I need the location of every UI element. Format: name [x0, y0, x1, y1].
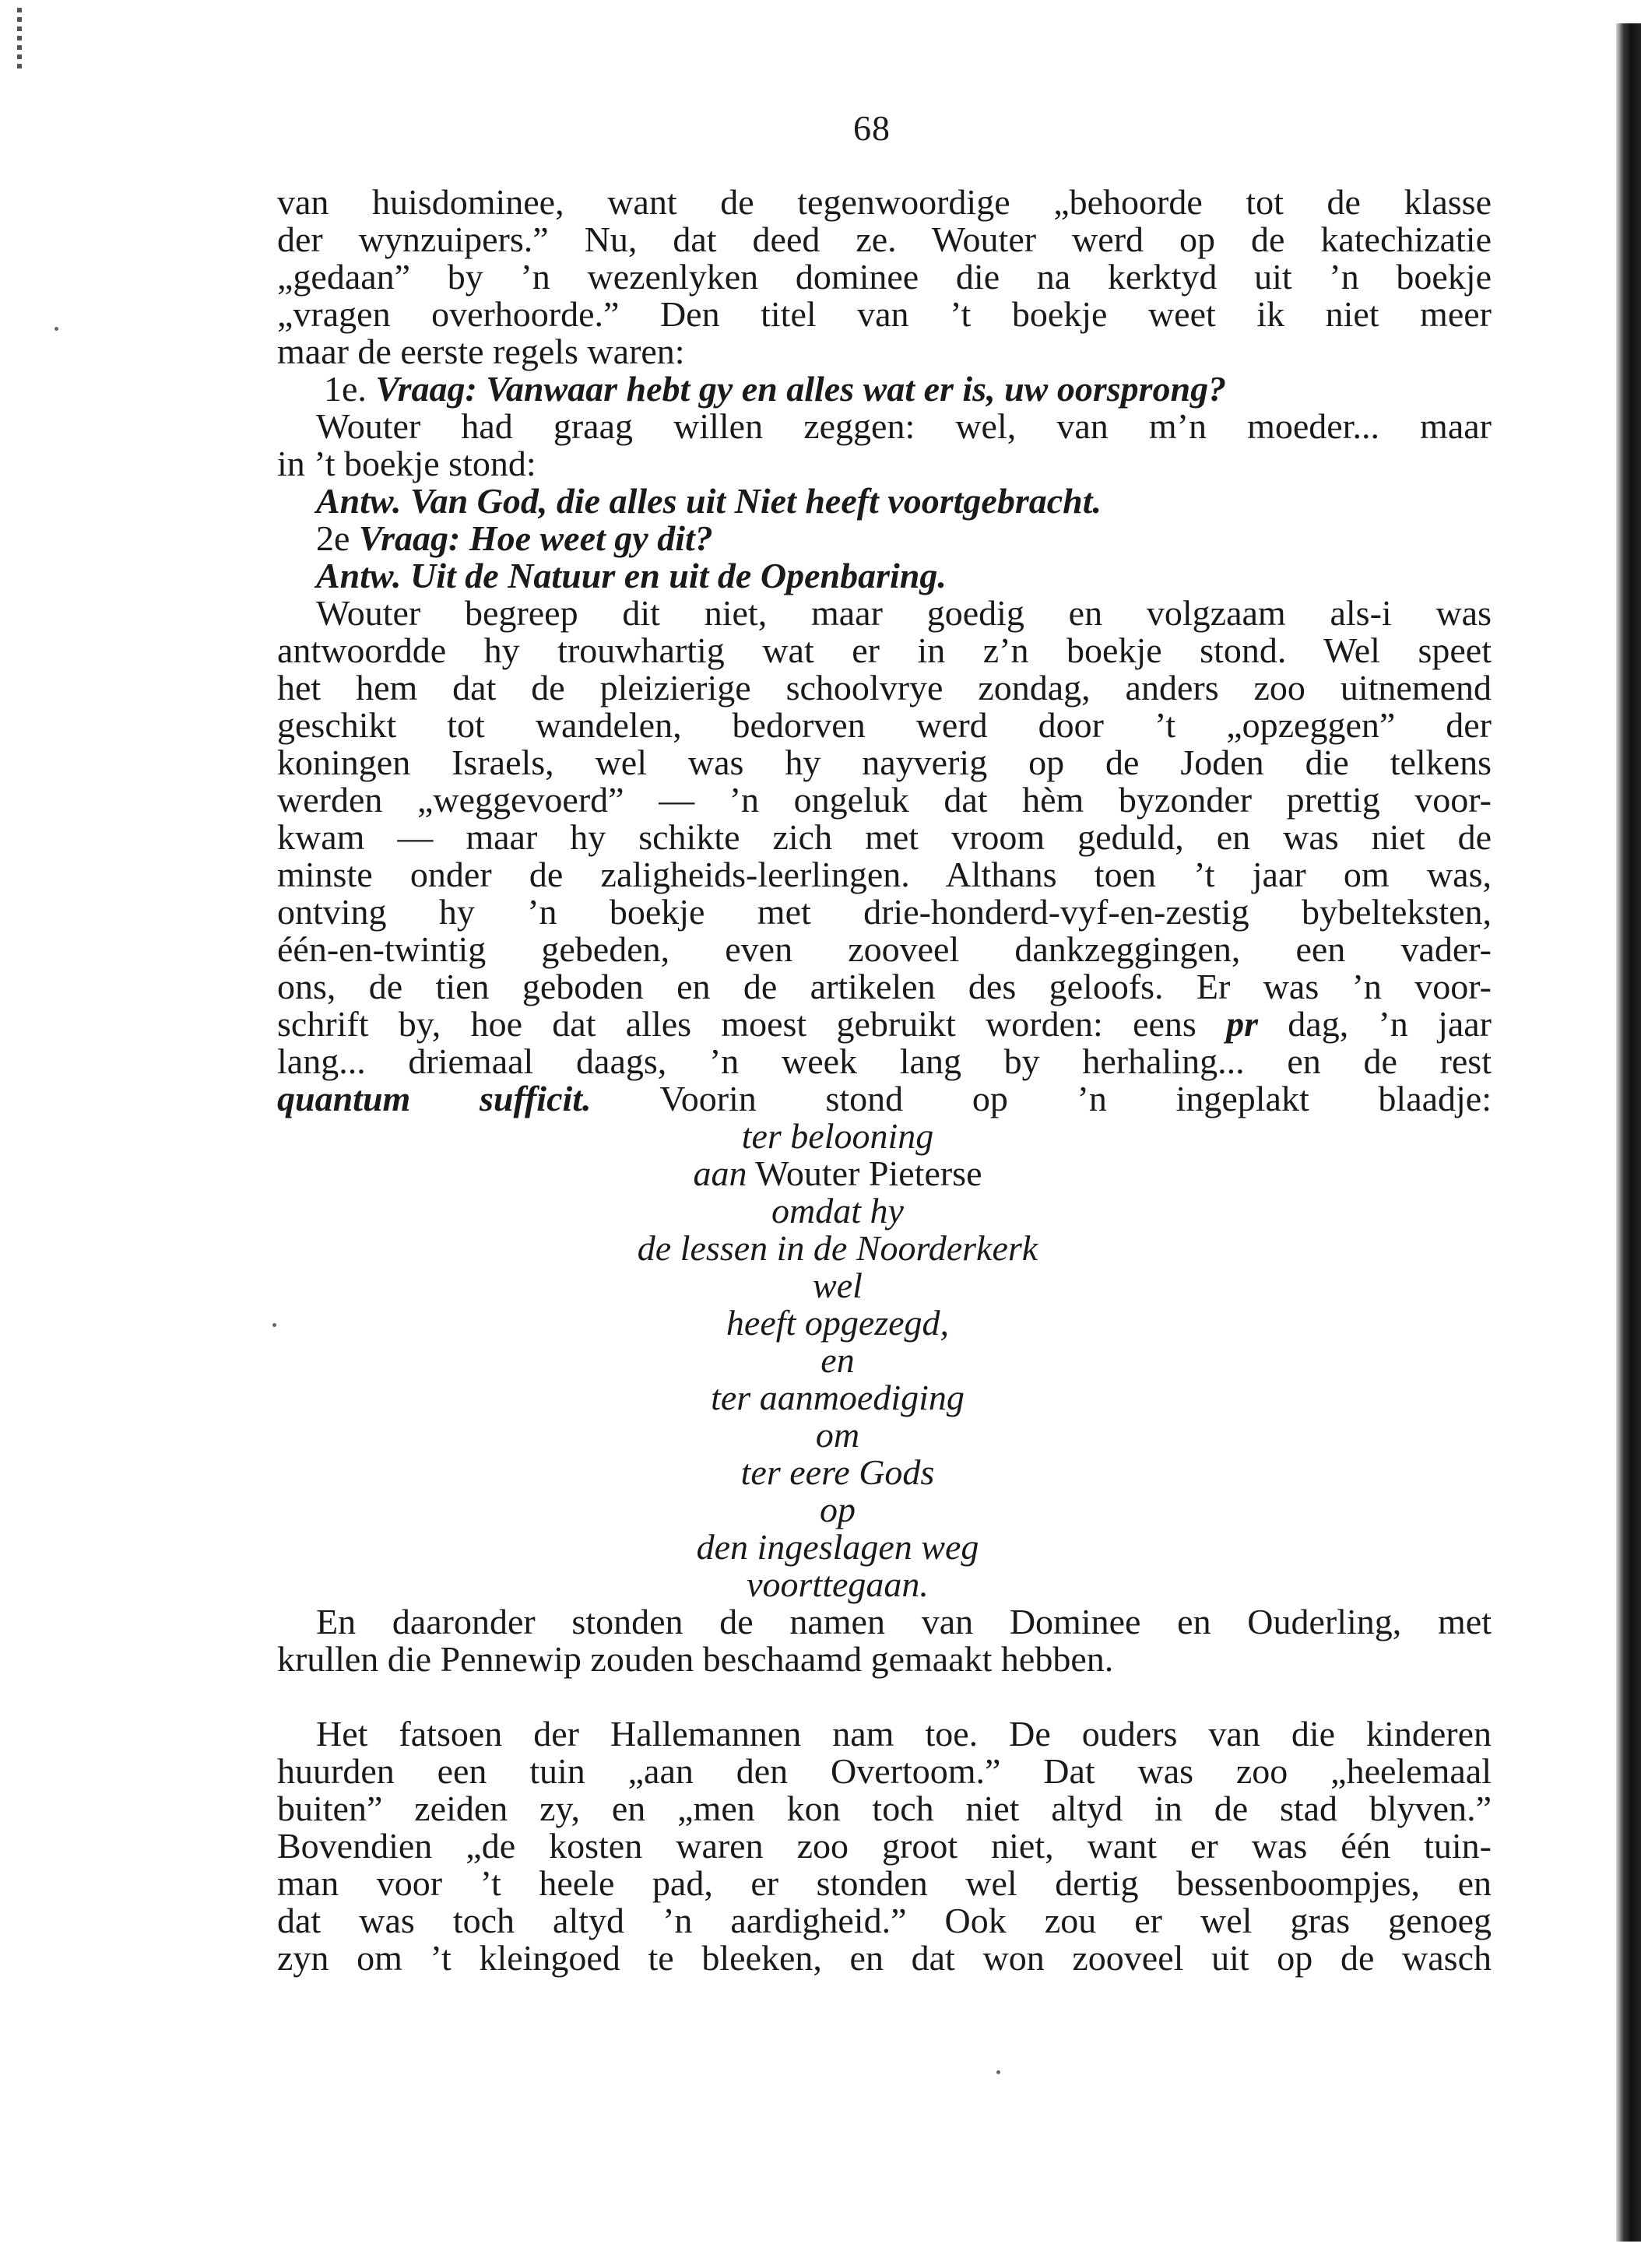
paragraph-4 [277, 1715, 1492, 1977]
text-line: dat was toch altyd ’n aardigheid.” Ook zou er wel gras genoeg [277, 1901, 1492, 1940]
text-line: huurden een tuin „aan den Overtoom.” Dat was zoo „heelemaal [277, 1751, 1492, 1791]
inscription-line: ter belooning [741, 1116, 934, 1156]
question-1-number: 1e. [324, 369, 367, 409]
text-line: minste onder de zaligheids-leerlingen. Althans toen ’t jaar om was, [277, 855, 1492, 894]
paragraph-2 [277, 595, 1492, 1118]
page-body [277, 184, 1492, 1977]
section-gap [277, 1678, 1492, 1715]
text-line: Het fatsoen der Hallemannen nam toe. De ouders van die kinderen [316, 1714, 1492, 1754]
scan-edge-mark [17, 8, 22, 70]
inscription-line: den ingeslagen weg [696, 1527, 979, 1567]
text-segment: dag, ’n jaar [1288, 1004, 1492, 1044]
text-segment: Voorin stond op ’n ingeplakt blaadje: [659, 1079, 1492, 1118]
inscription-line: voorttegaan. [747, 1564, 929, 1604]
inscription-line: heeft opgezegd, [726, 1303, 950, 1343]
text-line: der wynzuipers.” Nu, dat deed ze. Wouter werd op de katechizatie [277, 219, 1492, 259]
text-line: man voor ’t heele pad, er stonden wel dertig bessenboompjes, en [277, 1863, 1492, 1903]
inscription-line: omdat hy [771, 1191, 904, 1231]
inscription-line: de lessen in de Noorderkerk [637, 1228, 1038, 1268]
question-1-text: Vraag: Vanwaar hebt gy en alles wat er is, uw oorsprong? [375, 369, 1227, 409]
text-line [277, 1080, 1492, 1118]
question-2-text: Vraag: Hoe weet gy dit? [358, 518, 713, 558]
scan-speck [996, 2070, 1000, 2074]
question-2-number: 2e [316, 518, 350, 558]
inscription [277, 1118, 1492, 1603]
text-line: ontving hy ’n boekje met drie-honderd-vyf-en-zestig bybelteksten, [277, 892, 1492, 932]
inscription-line: wel [813, 1266, 863, 1305]
text-line: koningen Israels, wel was hy nayverig op de Joden die telkens [277, 743, 1492, 782]
text-line: het hem dat de pleizierige schoolvrye zondag, anders zoo uitnemend [277, 668, 1492, 707]
catechism-block [277, 370, 1492, 595]
scan-speck [54, 327, 58, 331]
text-line: Wouter begreep dit niet, maar goedig en volgzaam als-i was [316, 593, 1492, 633]
paragraph-3 [277, 1603, 1492, 1678]
inscription-name: Wouter Pieterse [755, 1153, 982, 1193]
text-line [277, 1006, 1492, 1043]
text-line: geschikt tot wandelen, bedorven werd door ’t „opzeggen” der [277, 705, 1492, 745]
inline-pr: pr [1226, 1004, 1258, 1044]
question-1 [277, 370, 1492, 408]
scan-speck [272, 1323, 276, 1327]
page-number: 68 [853, 108, 891, 148]
text-line: in ’t boekje stond: [277, 444, 536, 483]
answer-2: Antw. Uit de Natuur en uit de Openbaring. [316, 556, 947, 595]
inscription-line: op [820, 1490, 856, 1529]
text-line: buiten” zeiden zy, en „men kon toch niet altyd in de stad blyven.” [277, 1789, 1492, 1828]
text-line: antwoordde hy trouwhartig wat er in z’n boekje stond. Wel speet [277, 630, 1492, 670]
text-line: lang... driemaal daags, ’n week lang by herhaling... en de rest [277, 1041, 1492, 1081]
text-line: maar de eerste regels waren: [277, 332, 685, 371]
text-line: ons, de tien geboden en de artikelen des geloofs. Er was ’n voor- [277, 967, 1492, 1006]
question-2 [277, 520, 1492, 557]
text-line: zyn om ’t kleingoed te bleeken, en dat won zooveel uit op de wasch [277, 1938, 1492, 1978]
inline-quantum: quantum sufficit. [277, 1079, 592, 1118]
inscription-word: aan [693, 1153, 747, 1193]
inscription-line: om [815, 1415, 860, 1455]
inscription-line: ter eere Gods [740, 1452, 935, 1492]
text-line: van huisdominee, want de tegenwoordige „behoorde tot de klasse [277, 182, 1492, 222]
text-segment: schrift by, hoe dat alles moest gebruikt worden: eens [277, 1004, 1196, 1044]
text-line: werden „weggevoerd” — ’n ongeluk dat hèm byzonder prettig voor- [277, 780, 1492, 820]
text-line: „vragen overhoorde.” Den titel van ’t boekje weet ik niet meer [277, 294, 1492, 334]
text-line: „gedaan” by ’n wezenlyken dominee die na kerktyd uit ’n boekje [277, 257, 1492, 297]
inscription-line [277, 1155, 1492, 1192]
answer-1: Antw. Van God, die alles uit Niet heeft voortgebracht. [316, 481, 1102, 521]
text-line: Wouter had graag willen zeggen: wel, van m’n moeder... maar [316, 406, 1492, 446]
paragraph-1 [277, 184, 1492, 370]
text-line: Bovendien „de kosten waren zoo groot niet, want er was één tuin- [277, 1826, 1492, 1866]
text-line: kwam — maar hy schikte zich met vroom geduld, en was niet de [277, 817, 1492, 857]
text-line: één-en-twintig gebeden, even zooveel dankzeggingen, een vader- [277, 929, 1492, 969]
text-line: krullen die Pennewip zouden beschaamd gemaakt hebben. [277, 1639, 1114, 1679]
text-line: En daaronder stonden de namen van Dominee en Ouderling, met [316, 1602, 1492, 1641]
inscription-line: ter aanmoediging [711, 1378, 965, 1417]
inscription-line: en [820, 1340, 855, 1380]
page-edge-shadow [1616, 23, 1641, 2242]
